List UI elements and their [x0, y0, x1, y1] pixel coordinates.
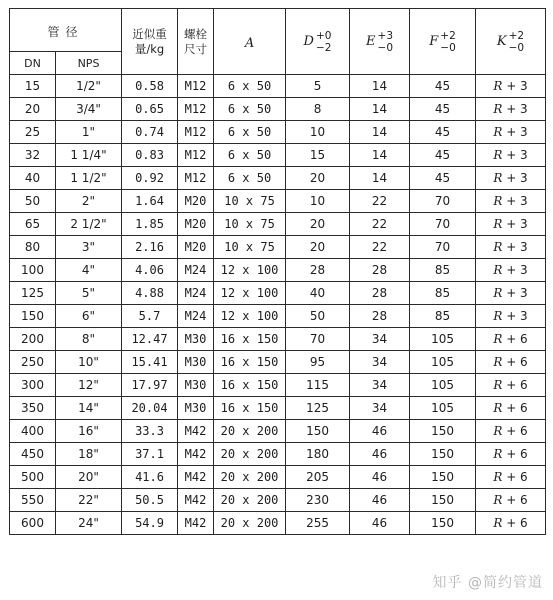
dn-cell: 65 — [10, 213, 56, 236]
dn-cell: 80 — [10, 236, 56, 259]
k-prefix: R — [493, 378, 503, 392]
bolt-cell: M42 — [178, 466, 214, 489]
dn-cell: 100 — [10, 259, 56, 282]
table-row — [10, 75, 546, 98]
bolt-cell: M20 — [178, 236, 214, 259]
d-cell: 230 — [286, 489, 350, 512]
k-prefix: R — [493, 286, 503, 300]
k-cell — [476, 75, 546, 98]
f-cell: 105 — [410, 374, 476, 397]
table-row — [10, 305, 546, 328]
bolt-size-label-line2: 尺寸 — [184, 41, 208, 56]
d-cell: 50 — [286, 305, 350, 328]
nps-header-label: NPS — [77, 56, 100, 70]
weight-cell: 33.3 — [122, 420, 178, 443]
table-row — [10, 374, 546, 397]
nps-cell: 1 1/2" — [56, 167, 122, 190]
a-cell: 16 x 150 — [214, 374, 286, 397]
weight-cell: 0.83 — [122, 144, 178, 167]
a-cell: 6 x 50 — [214, 75, 286, 98]
a-cell: 20 x 200 — [214, 489, 286, 512]
bolt-cell: M30 — [178, 328, 214, 351]
d-cell: 15 — [286, 144, 350, 167]
nps-cell: 6" — [56, 305, 122, 328]
weight-cell: 0.58 — [122, 75, 178, 98]
k-cell — [476, 98, 546, 121]
table-row — [10, 213, 546, 236]
d-cell: 8 — [286, 98, 350, 121]
weight-cell: 1.64 — [122, 190, 178, 213]
k-prefix: R — [493, 217, 503, 231]
dn-cell: 125 — [10, 282, 56, 305]
bolt-cell: M12 — [178, 98, 214, 121]
dn-cell: 600 — [10, 512, 56, 535]
watermark: 知乎 @简约管道 — [432, 575, 543, 591]
e-header-letter: E — [366, 34, 376, 49]
nps-cell: 3/4" — [56, 98, 122, 121]
d-header-lower-tol: −2 — [315, 41, 332, 54]
dn-cell: 300 — [10, 374, 56, 397]
table-body — [10, 75, 546, 535]
d-cell: 20 — [286, 167, 350, 190]
a-cell: 10 x 75 — [214, 236, 286, 259]
d-cell: 95 — [286, 351, 350, 374]
k-value: + 6 — [506, 493, 528, 507]
k-cell — [476, 397, 546, 420]
k-value: + 3 — [506, 240, 528, 254]
a-cell: 16 x 150 — [214, 397, 286, 420]
e-header-upper-tol: +3 — [377, 29, 393, 42]
k-prefix: R — [493, 493, 503, 507]
k-value: + 3 — [506, 217, 528, 231]
k-cell — [476, 190, 546, 213]
k-header — [476, 9, 546, 75]
nps-cell: 18" — [56, 443, 122, 466]
k-cell — [476, 167, 546, 190]
table-row — [10, 190, 546, 213]
e-cell: 22 — [350, 236, 410, 259]
e-cell: 22 — [350, 213, 410, 236]
nps-cell: 22" — [56, 489, 122, 512]
nps-cell: 2" — [56, 190, 122, 213]
dn-header — [10, 52, 56, 75]
e-cell: 34 — [350, 328, 410, 351]
k-cell — [476, 213, 546, 236]
a-header-label: A — [244, 36, 255, 51]
bolt-cell: M42 — [178, 489, 214, 512]
k-cell — [476, 144, 546, 167]
weight-cell: 54.9 — [122, 512, 178, 535]
dn-cell: 250 — [10, 351, 56, 374]
f-cell: 85 — [410, 305, 476, 328]
k-value: + 6 — [506, 401, 528, 415]
k-value: + 3 — [506, 102, 528, 116]
k-prefix: R — [493, 171, 503, 185]
f-cell: 105 — [410, 328, 476, 351]
dn-cell: 400 — [10, 420, 56, 443]
k-cell — [476, 512, 546, 535]
k-value: + 3 — [506, 171, 528, 185]
pipe-size-label: 管径 — [47, 24, 84, 39]
flange-dimension-table — [9, 8, 546, 535]
e-cell: 46 — [350, 466, 410, 489]
k-value: + 6 — [506, 378, 528, 392]
k-cell — [476, 282, 546, 305]
f-cell: 45 — [410, 75, 476, 98]
k-prefix: R — [493, 447, 503, 461]
dn-cell: 15 — [10, 75, 56, 98]
k-cell — [476, 351, 546, 374]
pipe-size-header — [10, 9, 122, 52]
dn-cell: 50 — [10, 190, 56, 213]
d-cell: 180 — [286, 443, 350, 466]
bolt-cell: M12 — [178, 167, 214, 190]
nps-cell: 24" — [56, 512, 122, 535]
d-cell: 115 — [286, 374, 350, 397]
nps-cell: 10" — [56, 351, 122, 374]
k-cell — [476, 489, 546, 512]
nps-cell: 4" — [56, 259, 122, 282]
d-cell: 40 — [286, 282, 350, 305]
k-value: + 3 — [506, 148, 528, 162]
f-cell: 70 — [410, 236, 476, 259]
weight-cell: 1.85 — [122, 213, 178, 236]
dn-cell: 350 — [10, 397, 56, 420]
f-cell: 70 — [410, 213, 476, 236]
k-cell — [476, 443, 546, 466]
bolt-cell: M30 — [178, 351, 214, 374]
nps-cell: 16" — [56, 420, 122, 443]
d-cell: 10 — [286, 121, 350, 144]
d-cell: 20 — [286, 236, 350, 259]
dn-cell: 150 — [10, 305, 56, 328]
table-row — [10, 397, 546, 420]
e-cell: 22 — [350, 190, 410, 213]
bolt-cell: M30 — [178, 374, 214, 397]
f-cell: 45 — [410, 144, 476, 167]
d-cell: 255 — [286, 512, 350, 535]
e-cell: 14 — [350, 75, 410, 98]
k-prefix: R — [493, 309, 503, 323]
k-cell — [476, 374, 546, 397]
d-header-letter: D — [303, 34, 314, 49]
weight-cell: 50.5 — [122, 489, 178, 512]
weight-cell: 41.6 — [122, 466, 178, 489]
d-cell: 5 — [286, 75, 350, 98]
k-prefix: R — [493, 332, 503, 346]
k-prefix: R — [493, 79, 503, 93]
f-cell: 45 — [410, 121, 476, 144]
a-cell: 6 x 50 — [214, 144, 286, 167]
nps-cell: 1/2" — [56, 75, 122, 98]
bolt-cell: M20 — [178, 213, 214, 236]
k-cell — [476, 420, 546, 443]
e-cell: 28 — [350, 259, 410, 282]
dn-cell: 25 — [10, 121, 56, 144]
bolt-cell: M42 — [178, 512, 214, 535]
k-prefix: R — [493, 148, 503, 162]
f-cell: 105 — [410, 351, 476, 374]
e-cell: 46 — [350, 443, 410, 466]
table-row — [10, 167, 546, 190]
e-cell: 34 — [350, 397, 410, 420]
bolt-cell: M20 — [178, 190, 214, 213]
d-header — [286, 9, 350, 75]
k-header-letter: K — [496, 34, 507, 49]
a-header — [214, 9, 286, 75]
table-row — [10, 489, 546, 512]
table-row — [10, 328, 546, 351]
dn-cell: 20 — [10, 98, 56, 121]
bolt-cell: M24 — [178, 305, 214, 328]
f-cell: 150 — [410, 443, 476, 466]
approx-weight-header — [122, 9, 178, 75]
nps-header — [56, 52, 122, 75]
a-cell: 10 x 75 — [214, 213, 286, 236]
k-cell — [476, 259, 546, 282]
d-cell: 205 — [286, 466, 350, 489]
d-cell: 20 — [286, 213, 350, 236]
a-cell: 12 x 100 — [214, 305, 286, 328]
d-cell: 70 — [286, 328, 350, 351]
k-prefix: R — [493, 263, 503, 277]
k-prefix: R — [493, 516, 503, 530]
nps-cell: 12" — [56, 374, 122, 397]
k-cell — [476, 466, 546, 489]
nps-cell: 1" — [56, 121, 122, 144]
table-row — [10, 236, 546, 259]
e-header-lower-tol: −0 — [377, 41, 393, 54]
a-cell: 20 x 200 — [214, 466, 286, 489]
e-cell: 14 — [350, 98, 410, 121]
f-cell: 150 — [410, 466, 476, 489]
f-cell: 105 — [410, 397, 476, 420]
weight-cell: 0.74 — [122, 121, 178, 144]
f-cell: 150 — [410, 489, 476, 512]
a-cell: 12 x 100 — [214, 259, 286, 282]
k-value: + 3 — [506, 263, 528, 277]
weight-cell: 37.1 — [122, 443, 178, 466]
approx-weight-label-line1: 近似重 — [132, 26, 167, 41]
a-cell: 20 x 200 — [214, 512, 286, 535]
weight-cell: 2.16 — [122, 236, 178, 259]
d-header-upper-tol: +0 — [315, 29, 332, 42]
f-header-letter: F — [429, 34, 439, 49]
table-row — [10, 144, 546, 167]
k-value: + 3 — [506, 309, 528, 323]
e-cell: 28 — [350, 305, 410, 328]
e-cell: 28 — [350, 282, 410, 305]
e-cell: 34 — [350, 351, 410, 374]
k-header-lower-tol: −0 — [508, 41, 525, 54]
table-row — [10, 121, 546, 144]
d-cell: 10 — [286, 190, 350, 213]
d-cell: 28 — [286, 259, 350, 282]
k-cell — [476, 121, 546, 144]
d-cell: 150 — [286, 420, 350, 443]
k-prefix: R — [493, 194, 503, 208]
bolt-cell: M42 — [178, 443, 214, 466]
a-cell: 10 x 75 — [214, 190, 286, 213]
nps-cell: 5" — [56, 282, 122, 305]
e-cell: 14 — [350, 121, 410, 144]
f-cell: 45 — [410, 167, 476, 190]
bolt-cell: M30 — [178, 397, 214, 420]
a-cell: 20 x 200 — [214, 420, 286, 443]
k-cell — [476, 236, 546, 259]
table-row — [10, 466, 546, 489]
k-value: + 3 — [506, 194, 528, 208]
f-cell: 70 — [410, 190, 476, 213]
table-row — [10, 420, 546, 443]
a-cell: 16 x 150 — [214, 351, 286, 374]
bolt-cell: M12 — [178, 121, 214, 144]
table-row — [10, 351, 546, 374]
weight-cell: 4.06 — [122, 259, 178, 282]
k-value: + 3 — [506, 125, 528, 139]
k-value: + 3 — [506, 286, 528, 300]
f-cell: 85 — [410, 282, 476, 305]
nps-cell: 3" — [56, 236, 122, 259]
weight-cell: 0.92 — [122, 167, 178, 190]
k-value: + 6 — [506, 470, 528, 484]
e-cell: 46 — [350, 489, 410, 512]
bolt-cell: M12 — [178, 144, 214, 167]
f-cell: 45 — [410, 98, 476, 121]
a-cell: 6 x 50 — [214, 167, 286, 190]
k-prefix: R — [493, 424, 503, 438]
a-cell: 12 x 100 — [214, 282, 286, 305]
table-row — [10, 282, 546, 305]
k-value: + 6 — [506, 355, 528, 369]
e-cell: 14 — [350, 167, 410, 190]
table-row — [10, 259, 546, 282]
a-cell: 20 x 200 — [214, 443, 286, 466]
k-cell — [476, 305, 546, 328]
f-cell: 150 — [410, 420, 476, 443]
f-header — [410, 9, 476, 75]
table-row — [10, 512, 546, 535]
bolt-size-label-line1: 螺栓 — [184, 26, 208, 41]
a-cell: 16 x 150 — [214, 328, 286, 351]
k-prefix: R — [493, 102, 503, 116]
k-prefix: R — [493, 401, 503, 415]
dn-header-label: DN — [24, 56, 41, 70]
k-prefix: R — [493, 240, 503, 254]
k-prefix: R — [493, 355, 503, 369]
k-value: + 6 — [506, 332, 528, 346]
f-header-upper-tol: +2 — [440, 29, 456, 42]
bolt-size-header — [178, 9, 214, 75]
weight-cell: 0.65 — [122, 98, 178, 121]
k-cell — [476, 328, 546, 351]
dn-cell: 200 — [10, 328, 56, 351]
bolt-cell: M12 — [178, 75, 214, 98]
e-cell: 34 — [350, 374, 410, 397]
k-value: + 6 — [506, 424, 528, 438]
table-row — [10, 98, 546, 121]
e-cell: 46 — [350, 420, 410, 443]
approx-weight-label-line2: 量/kg — [134, 41, 165, 56]
dn-cell: 450 — [10, 443, 56, 466]
k-value: + 3 — [506, 79, 528, 93]
nps-cell: 20" — [56, 466, 122, 489]
dn-cell: 550 — [10, 489, 56, 512]
nps-cell: 1 1/4" — [56, 144, 122, 167]
bolt-cell: M24 — [178, 259, 214, 282]
f-cell: 85 — [410, 259, 476, 282]
f-header-lower-tol: −0 — [440, 41, 456, 54]
d-cell: 125 — [286, 397, 350, 420]
k-prefix: R — [493, 470, 503, 484]
e-cell: 14 — [350, 144, 410, 167]
dn-cell: 500 — [10, 466, 56, 489]
table-row — [10, 443, 546, 466]
weight-cell: 12.47 — [122, 328, 178, 351]
k-value: + 6 — [506, 447, 528, 461]
bolt-cell: M42 — [178, 420, 214, 443]
weight-cell: 4.88 — [122, 282, 178, 305]
nps-cell: 14" — [56, 397, 122, 420]
weight-cell: 17.97 — [122, 374, 178, 397]
bolt-cell: M24 — [178, 282, 214, 305]
nps-cell: 2 1/2" — [56, 213, 122, 236]
nps-cell: 8" — [56, 328, 122, 351]
a-cell: 6 x 50 — [214, 98, 286, 121]
k-prefix: R — [493, 125, 503, 139]
weight-cell: 15.41 — [122, 351, 178, 374]
weight-cell: 5.7 — [122, 305, 178, 328]
e-header — [350, 9, 410, 75]
weight-cell: 20.04 — [122, 397, 178, 420]
k-header-upper-tol: +2 — [508, 29, 525, 42]
k-value: + 6 — [506, 516, 528, 530]
dn-cell: 40 — [10, 167, 56, 190]
e-cell: 46 — [350, 512, 410, 535]
f-cell: 150 — [410, 512, 476, 535]
dn-cell: 32 — [10, 144, 56, 167]
a-cell: 6 x 50 — [214, 121, 286, 144]
